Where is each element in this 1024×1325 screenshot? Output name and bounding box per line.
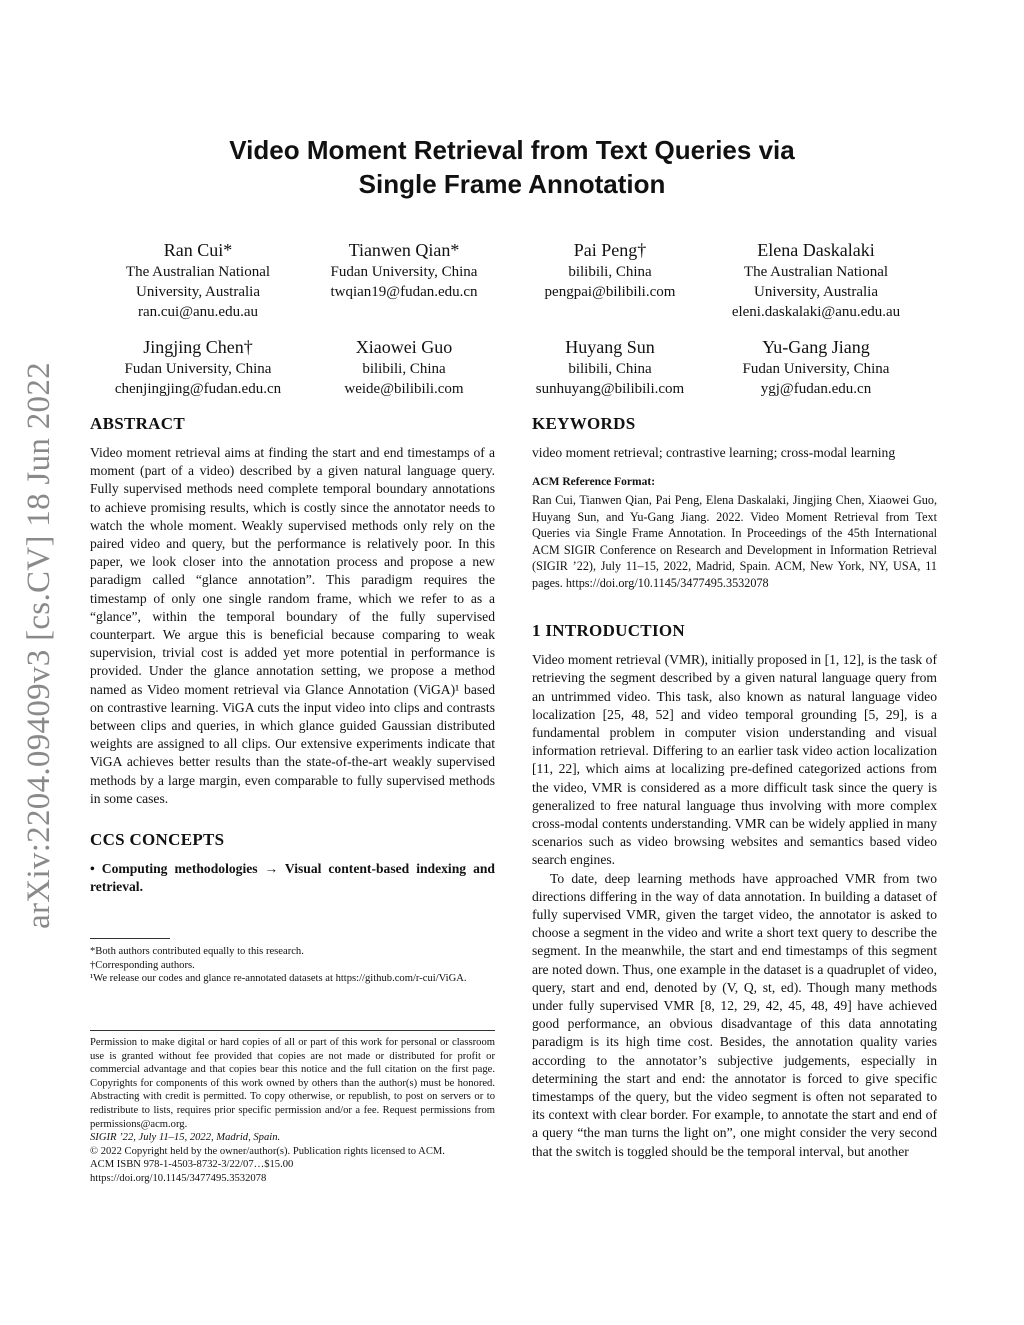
arxiv-identifier: arXiv:2204.09409v3 [cs.CV] 18 Jun 2022 [20, 361, 57, 929]
footnote-equal-contribution: *Both authors contributed equally to this research. [90, 946, 304, 957]
author-email: pengpai@bilibili.com [544, 284, 676, 300]
footnotes [90, 938, 495, 986]
keywords-text: video moment retrieval; contrastive learning; cross-modal learning [532, 445, 896, 460]
title-line-1: Video Moment Retrieval from Text Queries via [229, 135, 795, 165]
author-card [301, 238, 507, 322]
author-row-1 [95, 238, 945, 322]
arxiv-sidebar [14, 340, 64, 950]
author-affiliation: bilibili, China [568, 264, 652, 280]
paper-title [150, 133, 874, 201]
author-block [95, 238, 945, 412]
introduction-paragraph-2: To date, deep learning methods have approached VMR from two directions differing in the way of data annotation. In building a dataset of fully supervised VMR, given the target video, the annotator is asked to choose a segment in the video and write a short text query to describe the segment. In the meanwhile, the start and end timestamps of this segment are noted down. Thus, one example in the dataset is a quadruplet of video, query, start and end, denoted by (V, Q, st, ed). Though many methods under fully supervised VMR [8, 12, 29, 42, 45, 48, 49] have achieved good performance, an obvious disadvantage of this data annotating paradigm is its high time cost. Besides, the annotation quality varies according to the annotator’s subjective judgements, especially in determining the start and end: the annotator is forced to give specific timestamps of the query, but the video segment is often not separated to its context with clear border. For example, to annotate the start and end of a query “the man turns the light on”, one might consider the very second that the switch is toggled should be the temporal interval, but another [532, 870, 937, 1159]
author-email: twqian19@fudan.edu.cn [330, 284, 478, 300]
author-name: Ran Cui* [163, 240, 233, 260]
abstract-text: Video moment retrieval aims at finding the start and end timestamps of a moment (part of a video) described by a given natural language query. Fully supervised methods need complete temporal boundary annotations to achieve promising results, which is costly since the annotator needs to watch the whole moment. Weakly supervised methods only rely on the paired video and query, but the performance is relatively poor. In this paper, we look closer into the annotation process and propose a new paradigm called “glance annotation”. This paradigm requires the timestamp of only one single random frame, which we refer to as a “glance”, within the temporal boundary of the fully supervised counterpart. We argue this is beneficial because comparing to weak supervision, trivial cost is added yet more potential in performance is provided. Under the glance annotation setting, we propose a method named as Video moment retrieval via Glance Annotation (ViGA)¹ based on contrastive learning. ViGA cuts the input video into clips and contrasts between clips and queries, in which glance guided Gaussian distributed weights are assigned to all clips. Our extensive experiments indicate that ViGA achieves better results than the state-of-the-art weakly supervised methods by a large margin, even comparable to fully supervised methods in some cases. [90, 445, 495, 806]
author-email: ygj@fudan.edu.cn [760, 381, 872, 397]
author-affiliation: Fudan University, China [124, 361, 272, 377]
left-column [90, 414, 495, 896]
author-name: Tianwen Qian* [348, 240, 460, 260]
footnote-code-release: ¹We release our codes and glance re-annotated datasets at https://github.com/r-cui/ViGA. [90, 973, 467, 985]
author-affiliation: University, Australia [753, 284, 878, 300]
acm-reference-heading: ACM Reference Format: [532, 476, 656, 489]
introduction-paragraph-1: Video moment retrieval (VMR), initially proposed in [1, 12], is the task of retrieving the segment described by a given natural language query from an untrimmed video. This task, also known as natural language video localization [25, 48, 52] and video temporal grounding [5, 29], is a fundamental problem in computer vision understanding and visual information retrieval. Differing to an earlier task video action localization [11, 22], which aims at localizing pre-defined categorized actions from the video, VMR is considered as a more difficult task since the query is generalized to free natural language thus involving with more complex cross-modal contents understanding. VMR can be widely applied in many scenarios such as video browsing websites and semantics based video search engines. [532, 652, 937, 868]
author-email: sunhuyang@bilibili.com [535, 381, 685, 397]
footnote-rule [90, 938, 170, 939]
author-name: Xiaowei Guo [355, 337, 453, 357]
author-card [301, 335, 507, 399]
author-email: chenjingjing@fudan.edu.cn [114, 381, 282, 397]
author-email: eleni.daskalaki@anu.edu.au [731, 304, 901, 320]
right-column [532, 414, 937, 1161]
author-affiliation: University, Australia [135, 284, 260, 300]
introduction-heading: 1 INTRODUCTION [532, 621, 685, 641]
author-affiliation: The Australian National [125, 264, 271, 280]
abstract-heading: ABSTRACT [90, 414, 185, 433]
title-line-2: Single Frame Annotation [358, 169, 666, 199]
permission-text: Permission to make digital or hard copies of all or part of this work for personal or classroom use is granted without fee provided that copies are not made or distributed for profit or commercial advantage and that copies bear this notice and the full citation on the first page. Copyrights for components of this work owned by others than the author(s) must be honored. Abstracting with credit is permitted. To copy otherwise, or republish, to post on servers or to redistribute to lists, requires prior specific permission and/or a fee. Request permissions from permissions@acm.org. [90, 1037, 495, 1130]
author-affiliation: bilibili, China [568, 361, 652, 377]
author-name: Yu-Gang Jiang [762, 337, 870, 357]
author-card [95, 238, 301, 322]
venue-line: SIGIR ’22, July 11–15, 2022, Madrid, Spain. [90, 1132, 281, 1144]
author-affiliation: bilibili, China [362, 361, 446, 377]
author-affiliation: Fudan University, China [742, 361, 890, 377]
author-affiliation: The Australian National [743, 264, 889, 280]
permission-block [90, 1030, 495, 1186]
author-card [507, 335, 713, 399]
doi-line: https://doi.org/10.1145/3477495.3532078 [90, 1172, 267, 1184]
copyright-line: © 2022 Copyright held by the owner/author(s). Publication rights licensed to ACM. [90, 1145, 445, 1157]
footnote-corresponding: †Corresponding authors. [90, 959, 195, 971]
permission-rule [90, 1030, 495, 1031]
isbn-line: ACM ISBN 978-1-4503-8732-3/22/07…$15.00 [90, 1159, 294, 1171]
author-email: ran.cui@anu.edu.au [137, 304, 258, 320]
author-card [713, 238, 919, 322]
author-name: Elena Daskalaki [757, 240, 875, 260]
acm-reference [532, 476, 937, 591]
author-card [95, 335, 301, 399]
ccs-text: • Computing methodologies → Visual content-based indexing and retrieval. [90, 861, 495, 895]
acm-reference-text: Ran Cui, Tianwen Qian, Pai Peng, Elena Daskalaki, Jingjing Chen, Xiaowei Guo, Huyang Sun, and Yu-Gang Jiang. 2022. Video Moment Retrieval from Text Queries via Single Frame Annotation. In Proceedings of the 45th International ACM SIGIR Conference on Research and Development in Information Retrieval (SIGIR ’22), July 11–15, 2022, Madrid, Spain. ACM, New York, NY, USA, 11 pages. https://doi.org/10.1145/3477495.3532078 [532, 493, 937, 590]
author-row-2 [95, 335, 945, 399]
author-name: Pai Peng† [573, 240, 647, 260]
author-affiliation: Fudan University, China [330, 264, 478, 280]
ccs-heading: CCS CONCEPTS [90, 830, 225, 850]
author-name: Jingjing Chen† [143, 337, 253, 357]
author-email: weide@bilibili.com [344, 381, 464, 397]
keywords-heading: KEYWORDS [532, 414, 636, 433]
author-card [713, 335, 919, 399]
author-name: Huyang Sun [565, 337, 655, 357]
author-card [507, 238, 713, 322]
